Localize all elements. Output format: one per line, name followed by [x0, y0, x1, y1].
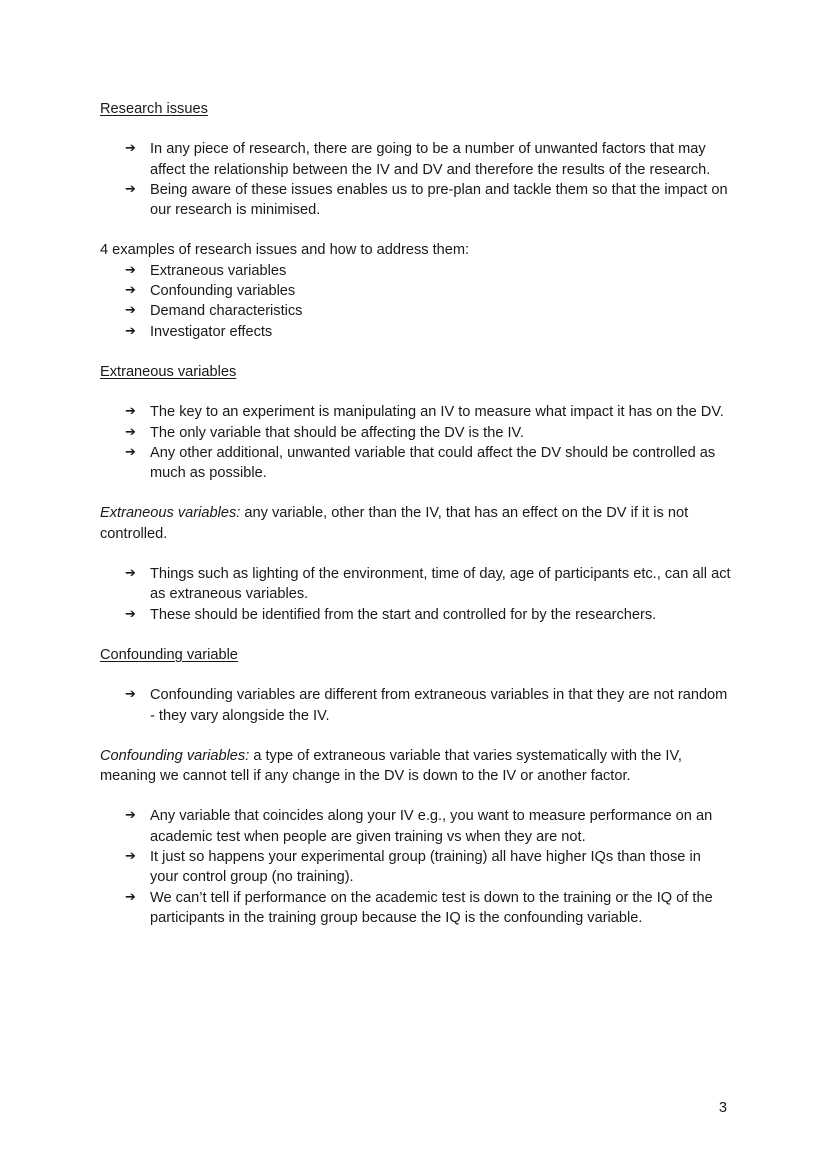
confounding-definition — [100, 746, 732, 787]
arrow-bullet-icon: ➔ — [125, 404, 136, 420]
extraneous-examples-list — [100, 564, 732, 625]
list-item: ➔ Confounding variables — [100, 281, 732, 301]
definition-term: Extraneous variables: — [100, 505, 241, 522]
heading-confounding-variable: Confounding variable — [100, 646, 238, 663]
extraneous-definition — [100, 503, 732, 544]
page-number: 3 — [718, 1100, 727, 1116]
extraneous-list — [100, 402, 732, 483]
examples-list — [100, 261, 732, 342]
arrow-bullet-icon: ➔ — [125, 566, 136, 582]
arrow-bullet-icon: ➔ — [125, 283, 136, 299]
list-item: ➔ Extraneous variables — [100, 261, 732, 281]
arrow-bullet-icon: ➔ — [125, 262, 136, 278]
arrow-bullet-icon: ➔ — [125, 606, 136, 622]
heading-extraneous-variables: Extraneous variables — [100, 363, 237, 380]
list-item: ➔ Any variable that coincides along your IV e.g., you want to measure performance on an academic test when people are given training vs when they are not. — [125, 808, 713, 845]
arrow-bullet-icon: ➔ — [125, 181, 136, 197]
list-item: ➔ Confounding variables are different from extraneous variables in that they are not random - they vary alongside the IV. — [125, 687, 728, 724]
arrow-bullet-icon: ➔ — [125, 303, 136, 319]
list-item: ➔ Investigator effects — [100, 322, 732, 342]
arrow-bullet-icon: ➔ — [125, 687, 136, 703]
arrow-bullet-icon: ➔ — [125, 424, 136, 440]
arrow-bullet-icon: ➔ — [125, 808, 136, 824]
arrow-bullet-icon: ➔ — [125, 889, 136, 905]
definition-text: a type of extraneous variable that varies systematically with the IV, meaning we cannot tell if any change in the DV is down to the IV or another factor. — [100, 747, 682, 785]
document-page — [100, 99, 732, 928]
arrow-bullet-icon: ➔ — [125, 849, 136, 865]
list-item: ➔ Things such as lighting of the environment, time of day, age of participants etc., can all act as extraneous variables. — [125, 566, 731, 603]
list-item: ➔ These should be identified from the start and controlled for by the researchers. — [100, 605, 732, 625]
arrow-bullet-icon: ➔ — [125, 323, 136, 339]
list-item: ➔ Demand characteristics — [100, 301, 732, 321]
heading-research-issues: Research issues — [100, 101, 208, 117]
list-item: ➔ Any other additional, unwanted variable that could affect the DV should be controlled as much as possible. — [125, 444, 716, 482]
confounding-list — [100, 685, 732, 726]
definition-text: any variable, other than the IV, that has an effect on the DV if it is not controlled. — [100, 505, 689, 542]
arrow-bullet-icon: ➔ — [125, 444, 136, 460]
list-item: ➔ We can’t tell if performance on the academic test is down to the training or the IQ of the participants in the training group because the IQ is the confounding variable. — [125, 889, 713, 926]
research-issues-list — [100, 139, 732, 220]
examples-intro: 4 examples of research issues and how to address them: — [100, 242, 470, 259]
arrow-bullet-icon: ➔ — [125, 141, 136, 157]
list-item: ➔ Being aware of these issues enables us to pre-plan and tackle them so that the impact on our research is minimised. — [125, 181, 728, 219]
confounding-examples-list — [100, 806, 732, 928]
list-item: ➔ In any piece of research, there are going to be a number of unwanted factors that may affect the relationship between the IV and DV and therefore the results of the research. — [125, 141, 711, 178]
definition-term: Confounding variables: — [100, 747, 250, 764]
list-item: ➔ The only variable that should be affecting the DV is the IV. — [100, 423, 732, 443]
list-item: ➔ It just so happens your experimental group (training) all have higher IQs than those in your control group (no training). — [125, 849, 701, 886]
list-item: ➔ The key to an experiment is manipulating an IV to measure what impact it has on the DV. — [100, 402, 732, 422]
